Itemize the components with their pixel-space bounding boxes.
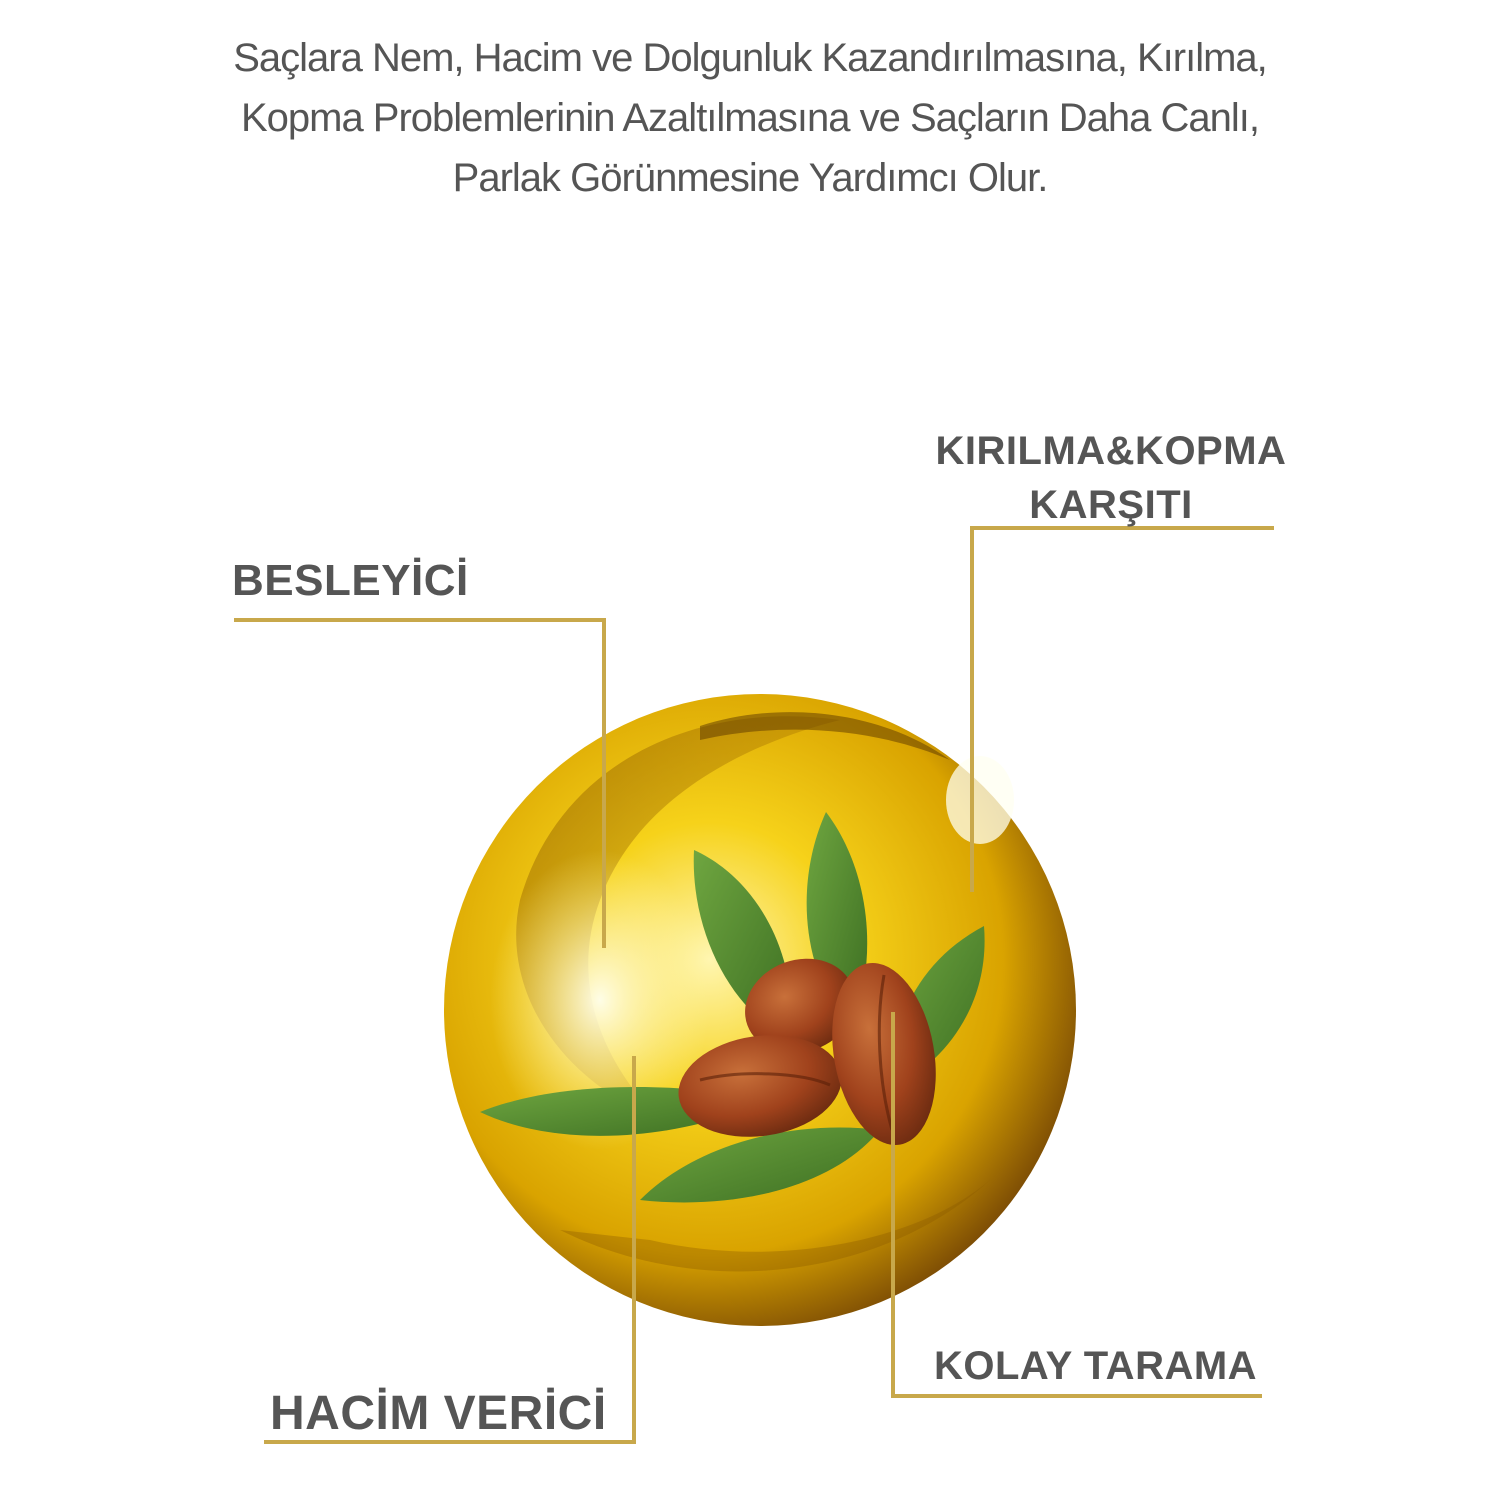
headline-line-2: Kopma Problemlerinin Azaltılmasına ve Saçların Daha Canlı, — [240, 96, 1260, 140]
label-kirilma-line-1: KIRILMA&KOPMA — [935, 429, 1287, 473]
headline-line-1: Saçlara Nem, Hacim ve Dolgunluk Kazandırılmasına, Kırılma, — [233, 36, 1267, 80]
label-kolay-tarama: KOLAY TARAMA — [934, 1344, 1258, 1388]
label-kirilma-kopma — [930, 424, 1292, 532]
headline-line-3: Parlak Görünmesine Yardımcı Olur. — [452, 156, 1048, 200]
label-kirilma-line-2: KARŞITI — [1029, 483, 1193, 527]
label-besleyici: BESLEYİCİ — [232, 556, 469, 605]
label-hacim-verici: HACİM VERİCİ — [270, 1387, 607, 1440]
